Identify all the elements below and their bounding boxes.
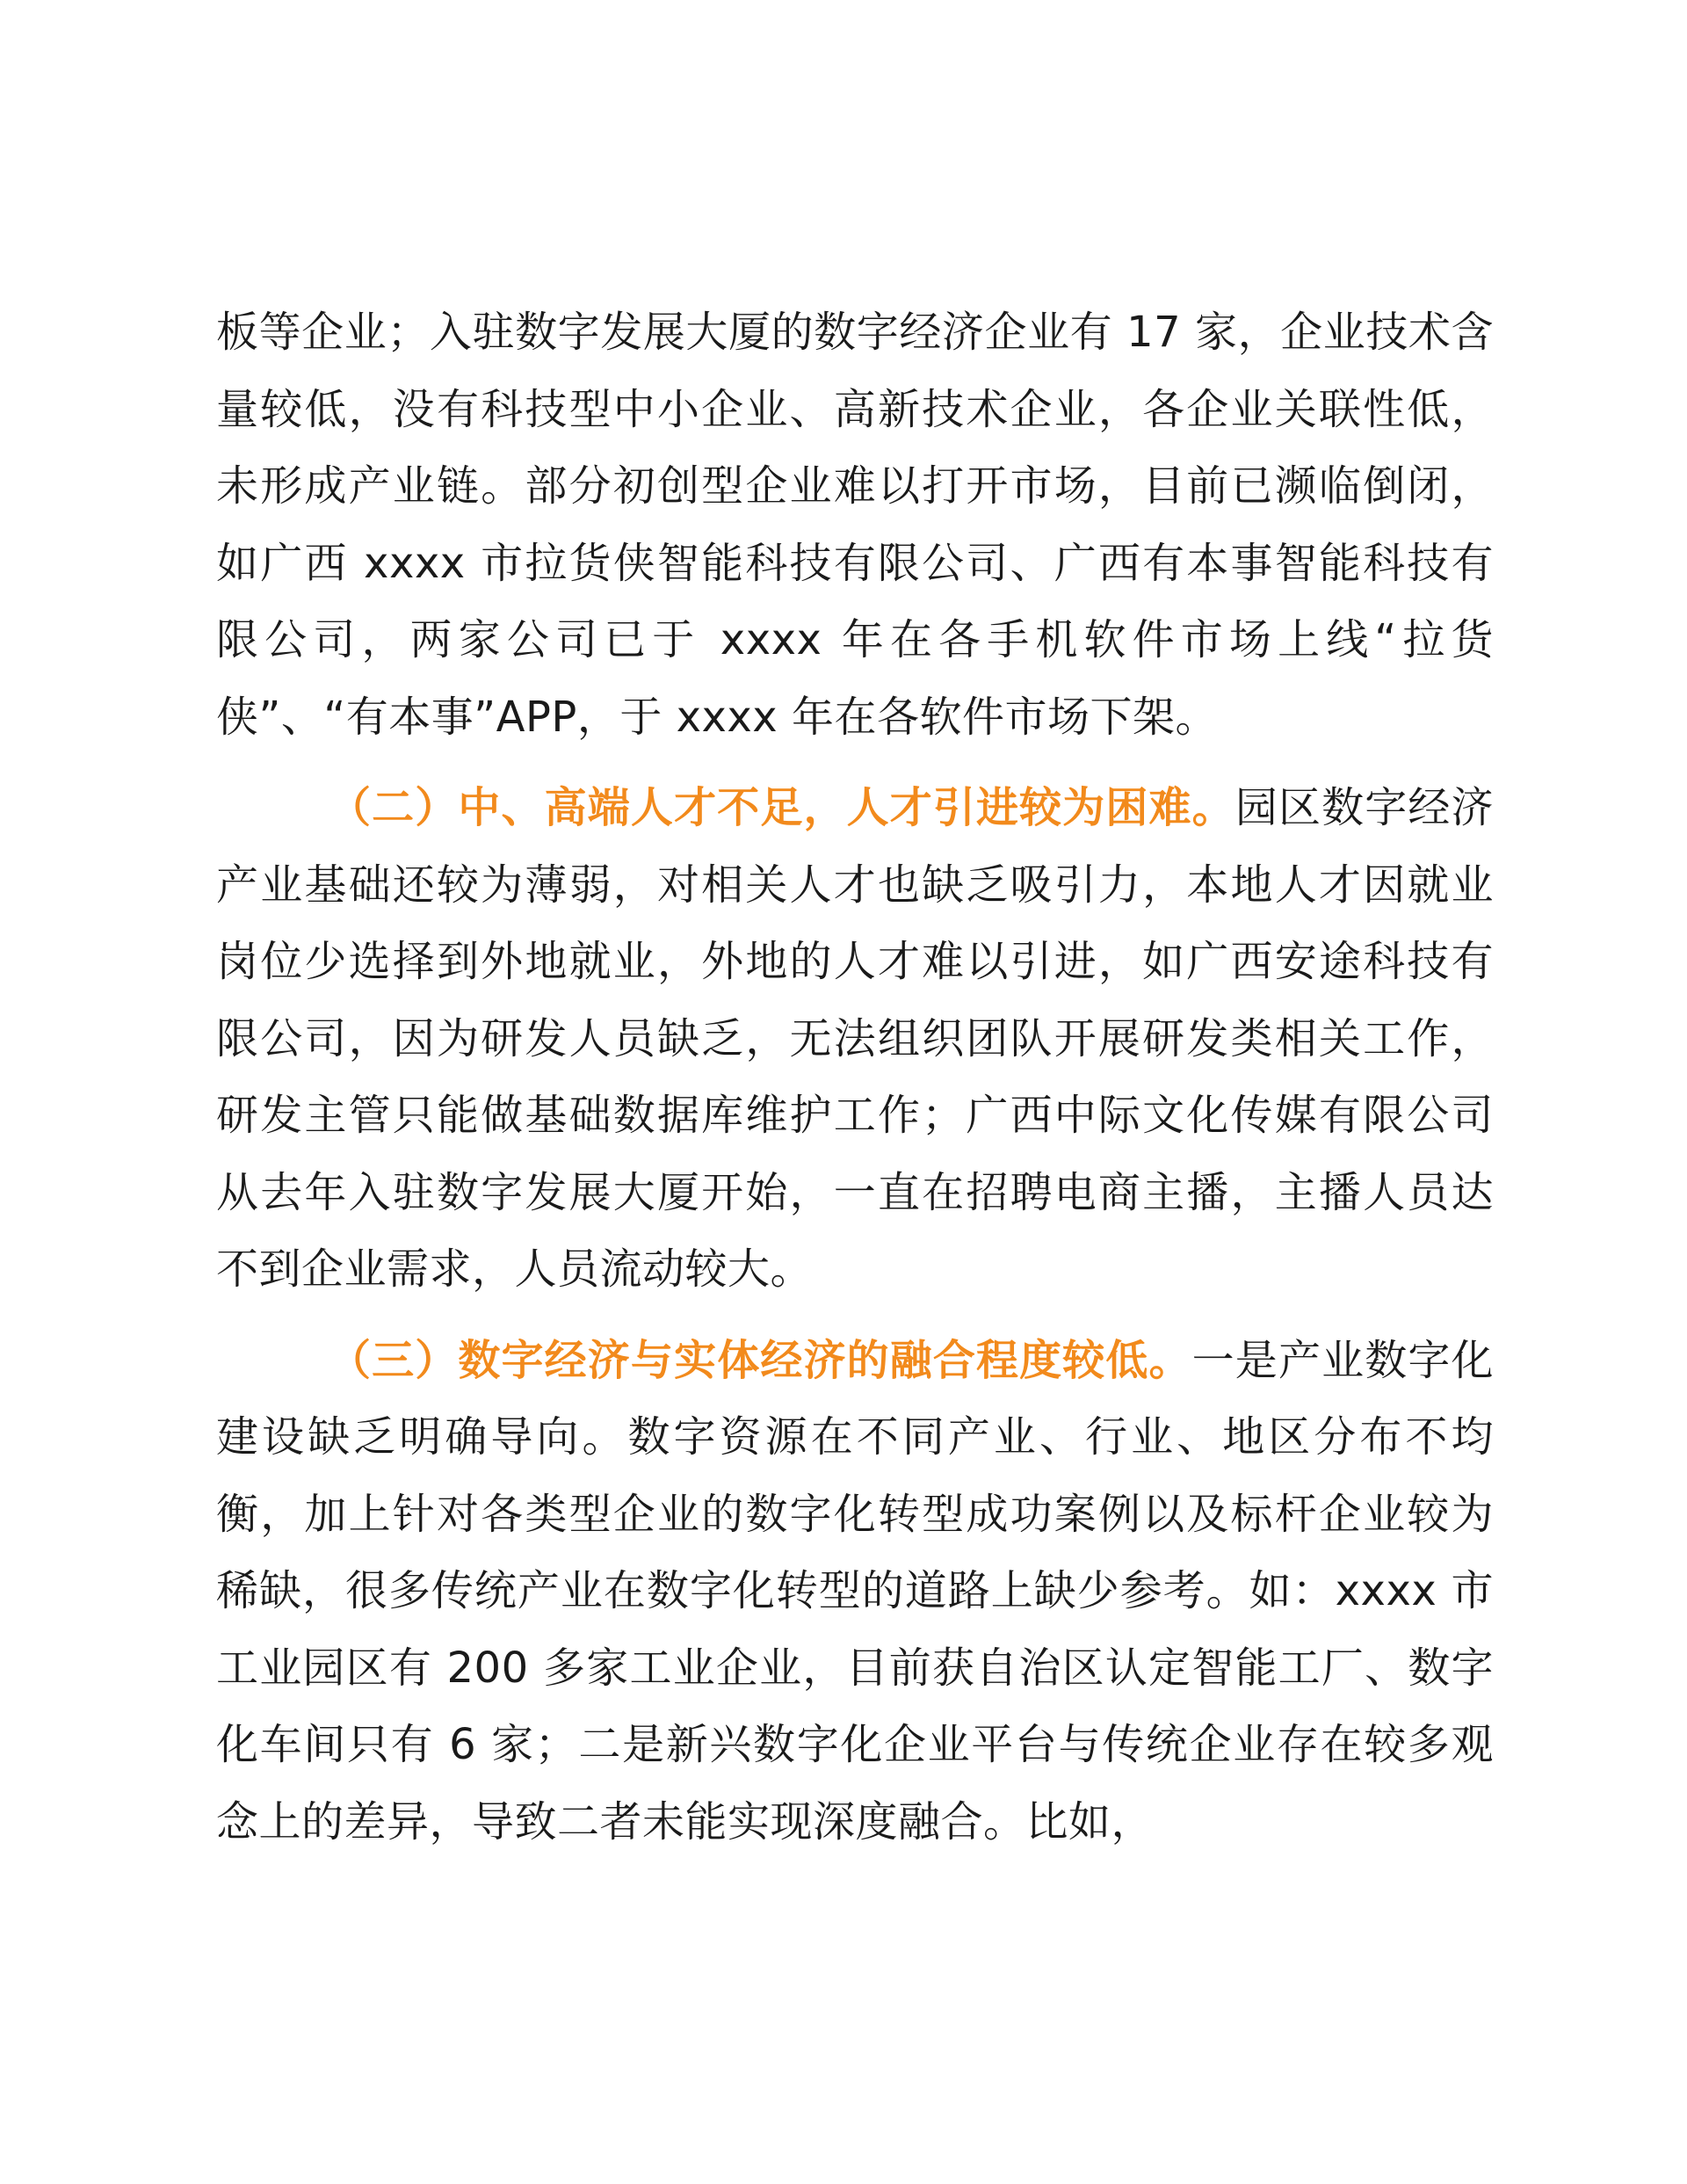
paragraph-digital-integration — [216, 1323, 1494, 1861]
paragraph-continuation — [216, 294, 1494, 756]
section-heading-three: （三）数字经济与实体经济的融合程度较低。 — [329, 1335, 1192, 1385]
paragraph-body: 园区数字经济产业基础还较为薄弱，对相关人才也缺乏吸引力，本地人才因就业岗位少选择到外地就业，外地的人才难以引进，如广西安途科技有限公司，因为研发人员缺乏，无法组织团队开展研发类相关工作，研发主管只能做基础数据库维护工作；广西中际文化传媒有限公司从去年入驻数字发展大厦开始，一直在招聘电商主播，主播人员达不到企业需求，人员流动较大。 — [216, 783, 1494, 1294]
paragraph-talent-shortage — [216, 770, 1494, 1309]
paragraph-body: 板等企业；入驻数字发展大厦的数字经济企业有 17 家，企业技术含量较低，没有科技型中小企业、高新技术企业，各企业关联性低，未形成产业链。部分初创型企业难以打开市场，目前已濒临倒闭，如广西 xxxx 市拉货侠智能科技有限公司、广西有本事智能科技有限公司，两家公司已于 xxxx 年在各手机软件市场上线“拉货侠”、“有本事”APP，于 xxxx 年在各软件市场下架。 — [216, 308, 1494, 742]
paragraph-body: 一是产业数字化建设缺乏明确导向。数字资源在不同产业、行业、地区分布不均衡，加上针对各类型企业的数字化转型成功案例以及标杆企业较为稀缺，很多传统产业在数字化转型的道路上缺少参考。如：xxxx 市工业园区有 200 多家工业企业，目前获自治区认定智能工厂、数字化车间只有 6 家；二是新兴数字化企业平台与传统企业存在较多观念上的差异，导致二者未能实现深度融合。比如， — [216, 1335, 1494, 1847]
document-body — [216, 294, 1494, 1861]
section-heading-two: （二）中、高端人才不足，人才引进较为困难。 — [329, 783, 1235, 832]
